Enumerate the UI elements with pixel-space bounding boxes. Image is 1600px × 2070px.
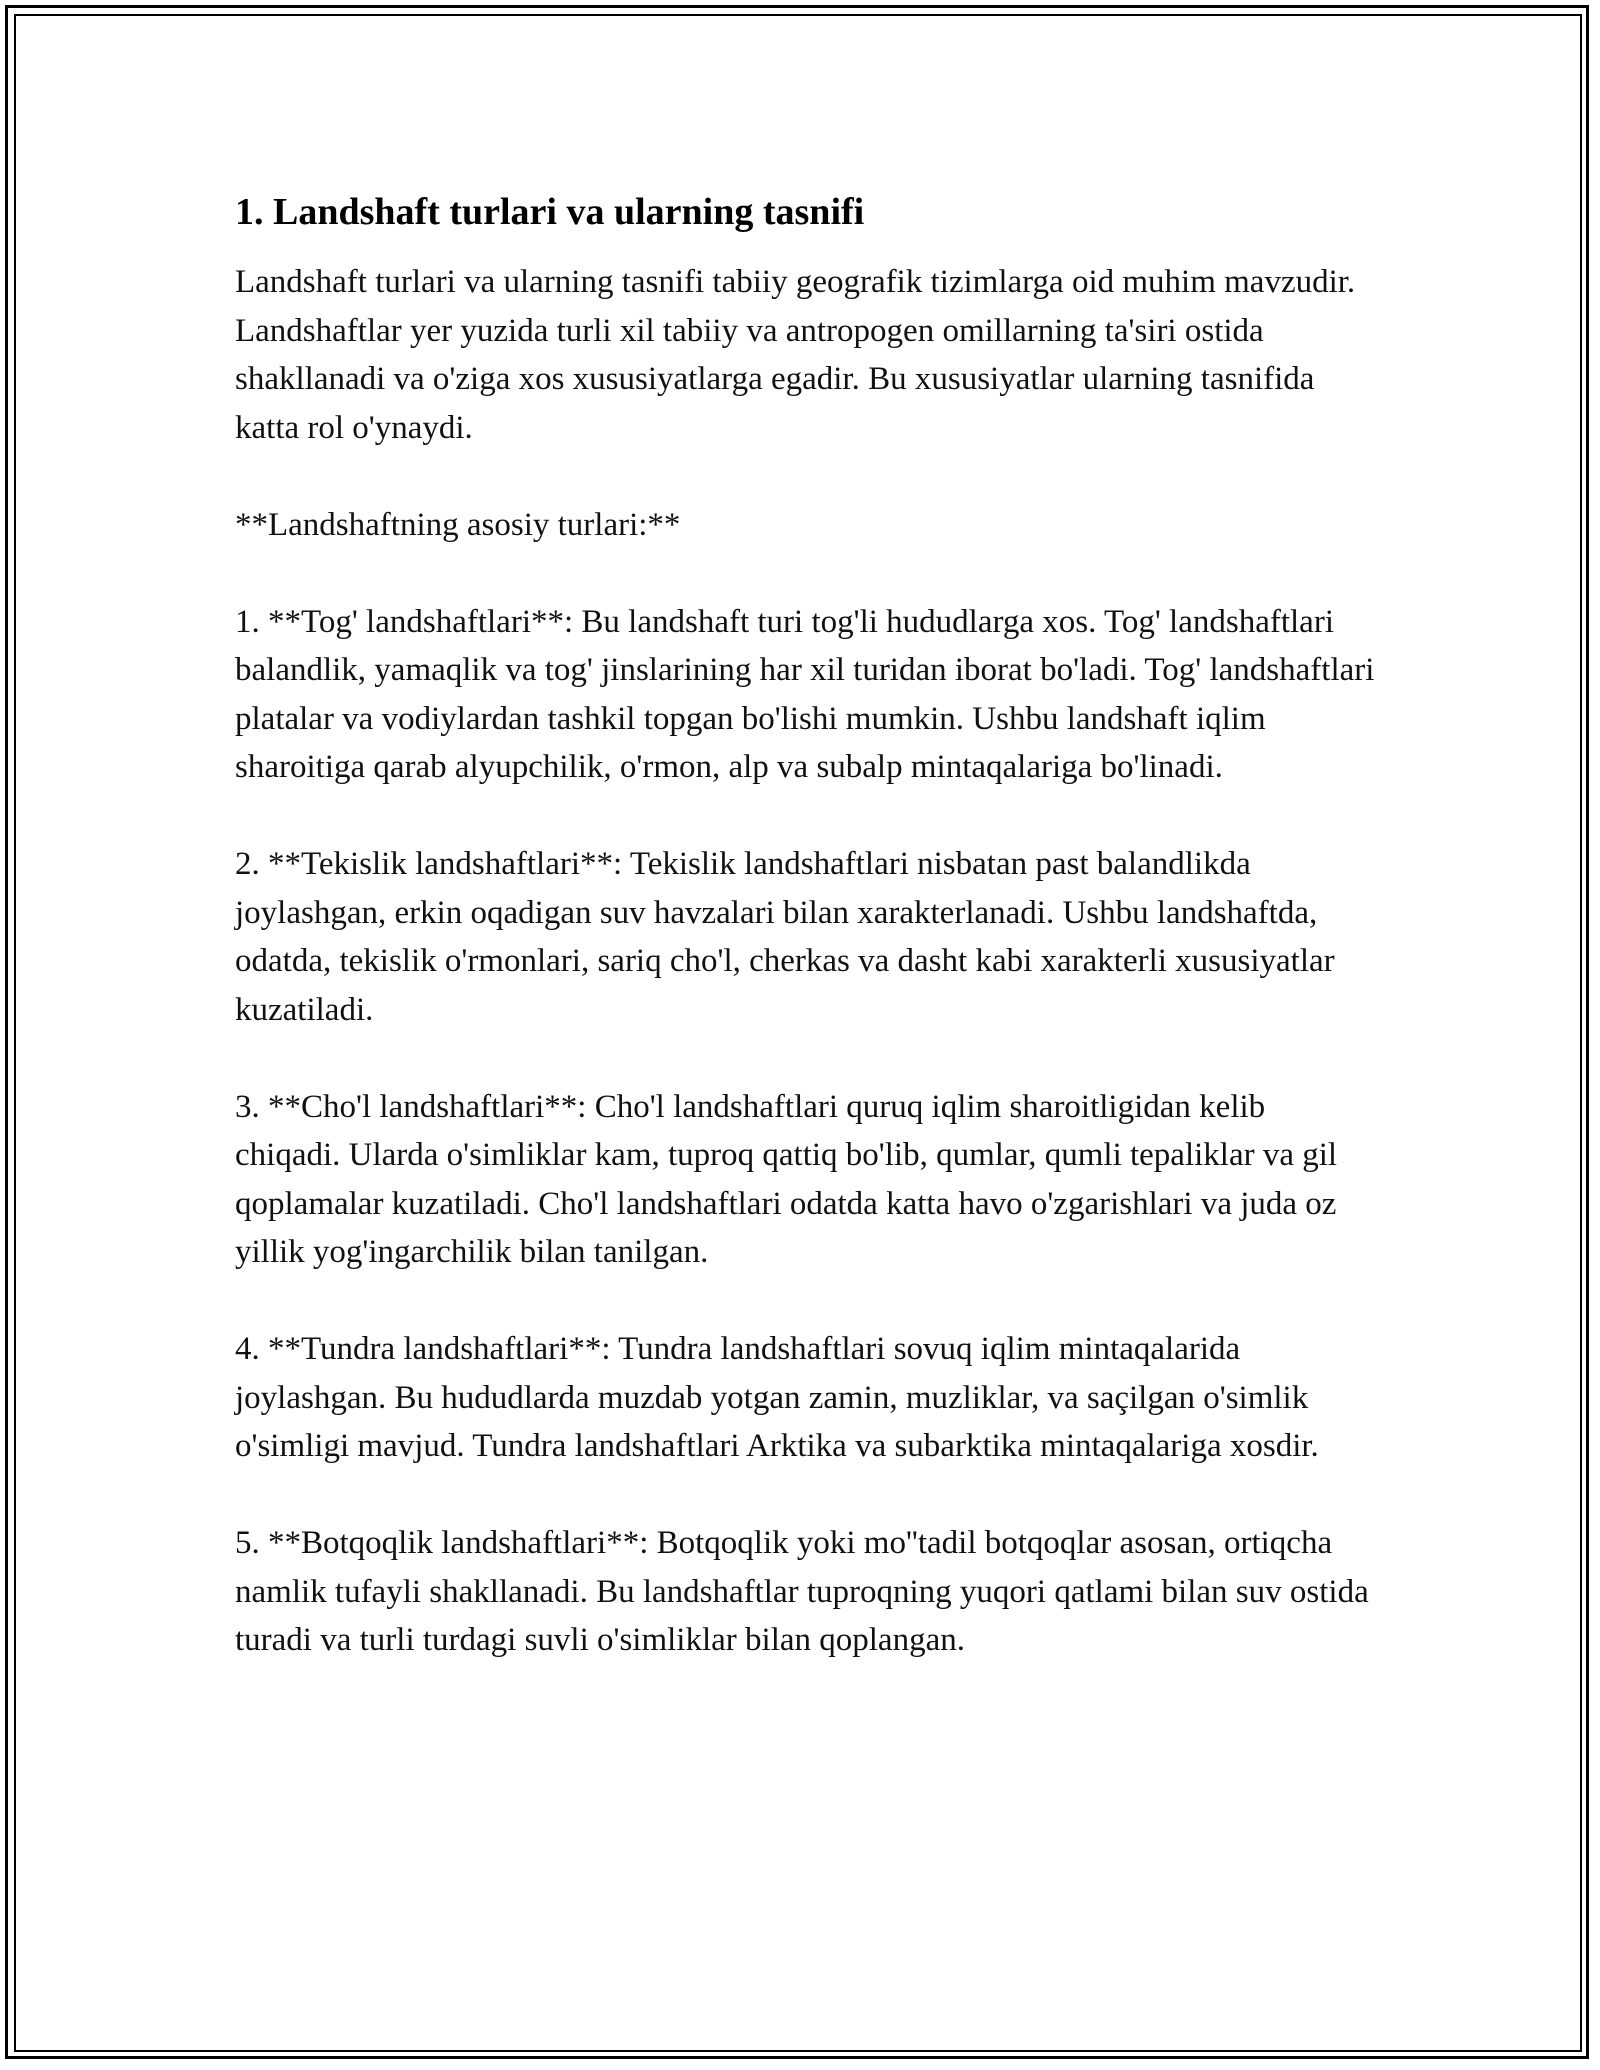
intro-paragraph: Landshaft turlari va ularning tasnifi tabiiy geografik tizimlarga oid muhim mavzudir. Landshaftlar yer yuzida turli xil tabiiy va antropogen omillarning ta'siri ostida shakllanadi va o'ziga xos xususiyatlarga egadir. Bu xususiyatlar ularning tasnifida katta rol o'ynaydi. <box>235 264 1356 446</box>
list-item-mountain: 1. **Tog' landshaftlari**: Bu landshaft turi tog'li hududlarga xos. Tog' landshaftlari balandlik, yamaqlik va tog' jinslarining har xil turidan iborat bo'ladi. Tog' landshaftlari platalar va vodiylardan tashkil topgan bo'lishi mumkin. Ushbu landshaft iqlim sharoitiga qarab alyupchilik, o'rmon, alp va subalp mintaqalariga bo'linadi. <box>235 603 1375 785</box>
subheading-paragraph: **Landshaftning asosiy turlari:** <box>235 506 681 543</box>
document-body <box>235 188 1375 1713</box>
list-item-swamp: 5. **Botqoqlik landshaftlari**: Botqoqlik yoki mo''tadil botqoqlar asosan, ortiqcha namlik tufayli shakllanadi. Bu landshaftlar tuproqning yuqori qatlami bilan suv ostida turadi va turli turdagi suvli o'simliklar bilan qoplangan. <box>235 1525 1369 1658</box>
list-item-desert: 3. **Cho'l landshaftlari**: Cho'l landshaftlari quruq iqlim sharoitligidan kelib chiqadi. Ularda o'simliklar kam, tuproq qattiq bo'lib, qumlar, qumli tepaliklar va gil qoplamalar kuzatiladi. Cho'l landshaftlari odatda katta havo o'zgarishlari va juda oz yillik yog'ingarchilik bilan tanilgan. <box>235 1088 1338 1270</box>
list-item-plain: 2. **Tekislik landshaftlari**: Tekislik landshaftlari nisbatan past balandlikda joylashgan, erkin oqadigan suv havzalari bilan xarakterlanadi. Ushbu landshaftda, odatda, tekislik o'rmonlari, sariq cho'l, cherkas va dasht kabi xarakterli xususiyatlar kuzatiladi. <box>235 846 1335 1028</box>
section-heading: 1. Landshaft turlari va ularning tasnifi <box>235 191 865 233</box>
list-item-tundra: 4. **Tundra landshaftlari**: Tundra landshaftlari sovuq iqlim mintaqalarida joylashgan. Bu hududlarda muzdab yotgan zamin, muzliklar, va saçilgan o'simlik o'simligi mavjud. Tundra landshaftlari Arktika va subarktika mintaqalariga xosdir. <box>235 1331 1319 1464</box>
